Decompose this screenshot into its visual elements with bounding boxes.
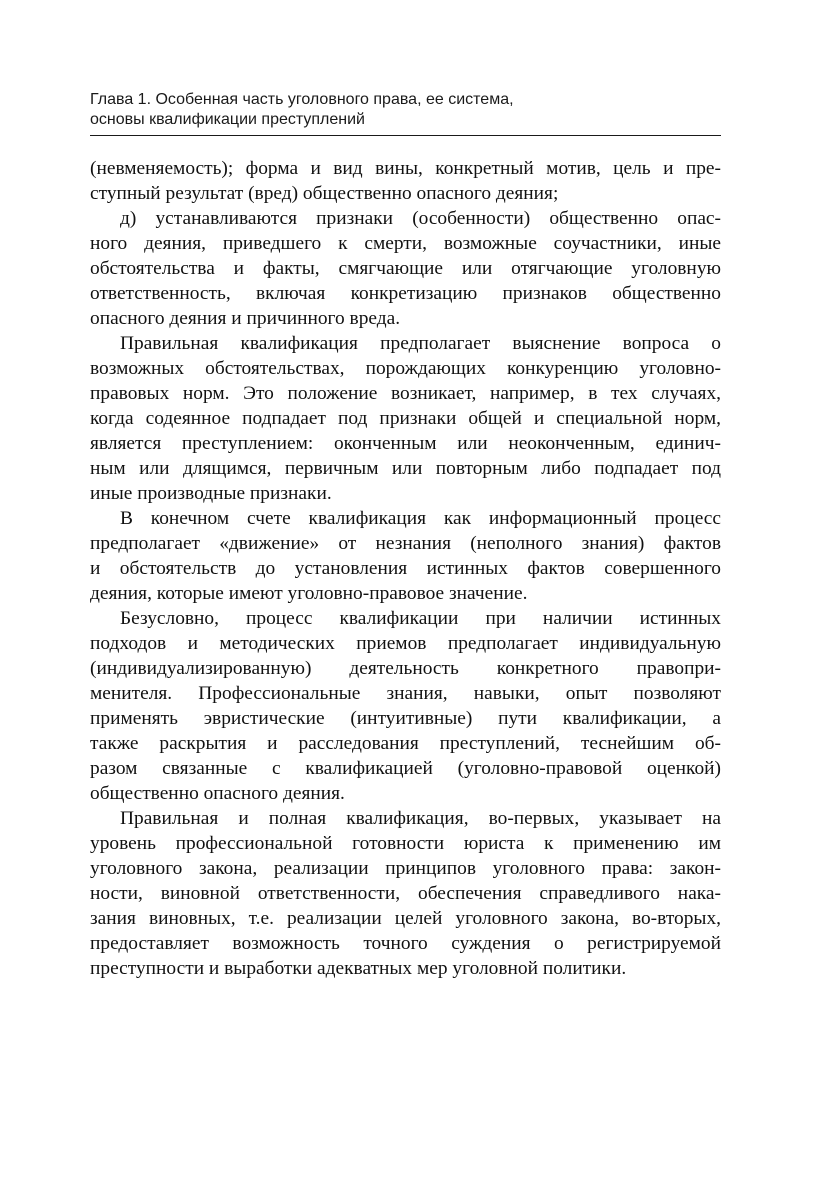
text-line: подходов и методических приемов предполагает индивидуальную (90, 633, 721, 654)
text-line: опасного деяния и причинного вреда. (90, 308, 401, 329)
paragraph (90, 606, 721, 806)
text-line: является преступлением: оконченным или неоконченным, единич- (90, 433, 721, 454)
paragraph (90, 806, 721, 981)
text-line: также раскрытия и расследования преступлений, теснейшим об- (90, 733, 721, 754)
text-line: правовых норм. Это положение возникает, например, в тех случаях, (90, 383, 721, 404)
paragraph-item-d (90, 206, 721, 331)
running-header (90, 90, 721, 130)
text-line: ности, виновной ответственности, обеспечения справедливого нака- (90, 883, 721, 904)
header-line-1: Глава 1. Особенная часть уголовного права, ее система, (90, 91, 514, 108)
paragraph (90, 506, 721, 606)
text-line: и обстоятельств до установления истинных фактов совершенного (90, 558, 721, 579)
text-line: ным или длящимся, первичным или повторным либо подпадает под (90, 458, 721, 479)
header-divider (90, 135, 721, 136)
text-line: преступности и выработки адекватных мер уголовной политики. (90, 958, 627, 979)
paragraph-continuation (90, 156, 721, 206)
text-line: иные производные признаки. (90, 483, 332, 504)
text-line: (индивидуализированную) деятельность конкретного правопри- (90, 658, 721, 679)
text-line: когда содеянное подпадает под признаки общей и специальной норм, (90, 408, 721, 429)
main-text (90, 156, 721, 981)
text-line: общественно опасного деяния. (90, 783, 345, 804)
text-line: зания виновных, т.е. реализации целей уголовного закона, во-вторых, (90, 908, 721, 929)
text-line: возможных обстоятельствах, порождающих конкуренцию уголовно- (90, 358, 721, 379)
header-line-2: основы квалификации преступлений (90, 111, 365, 128)
text-line: ного деяния, приведшего к смерти, возможные соучастники, иные (90, 233, 721, 254)
text-line: предоставляет возможность точного суждения о регистрируемой (90, 933, 721, 954)
text-line: обстоятельства и факты, смягчающие или отягчающие уголовную (90, 258, 721, 279)
text-line: (невменяемость); форма и вид вины, конкретный мотив, цель и пре- (90, 158, 721, 179)
text-line: ступный результат (вред) общественно опасного деяния; (90, 183, 559, 204)
text-line: Безусловно, процесс квалификации при наличии истинных (120, 608, 721, 629)
text-line: применять эвристические (интуитивные) пути квалификации, а (90, 708, 721, 729)
paragraph (90, 331, 721, 506)
text-line: разом связанные с квалификацией (уголовно-правовой оценкой) (90, 758, 721, 779)
text-line: ответственность, включая конкретизацию признаков общественно (90, 283, 721, 304)
text-line: д) устанавливаются признаки (особенности) общественно опас- (120, 208, 721, 229)
text-line: уголовного закона, реализации принципов уголовного права: закон- (90, 858, 721, 879)
text-line: деяния, которые имеют уголовно-правовое значение. (90, 583, 528, 604)
text-line: уровень профессиональной готовности юриста к применению им (90, 833, 721, 854)
text-line: менителя. Профессиональные знания, навыки, опыт позволяют (90, 683, 721, 704)
text-line: Правильная и полная квалификация, во-первых, указывает на (120, 808, 721, 829)
text-line: В конечном счете квалификация как информационный процесс (120, 508, 721, 529)
text-line: Правильная квалификация предполагает выяснение вопроса о (120, 333, 721, 354)
text-line: предполагает «движение» от незнания (неполного знания) фактов (90, 533, 721, 554)
